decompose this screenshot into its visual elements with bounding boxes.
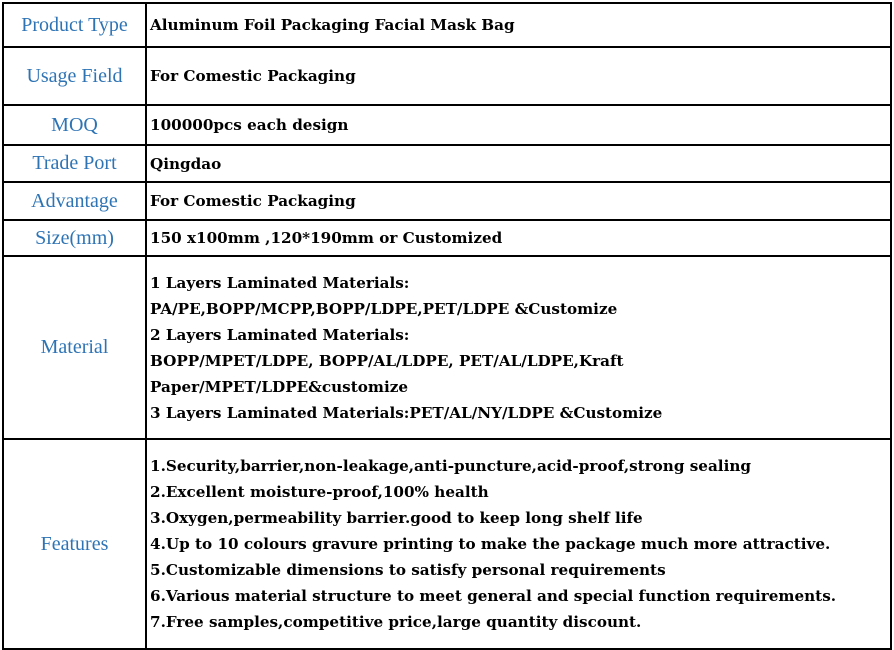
feature-line: 7.Free samples,competitive price,large quantity discount. bbox=[150, 613, 642, 631]
spec-row-moq bbox=[3, 105, 891, 145]
material-value bbox=[146, 256, 891, 439]
spec-row-advantage bbox=[3, 182, 891, 220]
feature-line: 6.Various material structure to meet general and special function requirements. bbox=[150, 587, 837, 605]
spec-row-trade-port bbox=[3, 145, 891, 182]
spec-value: Aluminum Foil Packaging Facial Mask Bag bbox=[146, 3, 891, 47]
spec-row-features bbox=[3, 439, 891, 649]
product-spec-table bbox=[2, 2, 892, 650]
material-line: BOPP/MPET/LDPE, BOPP/AL/LDPE, PET/AL/LDPE,Kraft bbox=[150, 351, 624, 370]
spec-key: Size(mm) bbox=[3, 220, 146, 256]
spec-key: Trade Port bbox=[3, 145, 146, 182]
spec-key: Features bbox=[3, 439, 146, 649]
spec-value: For Comestic Packaging bbox=[146, 47, 891, 105]
material-line: 3 Layers Laminated Materials:PET/AL/NY/LDPE &Customize bbox=[150, 403, 663, 422]
feature-line: 1.Security,barrier,non-leakage,anti-puncture,acid-proof,strong sealing bbox=[150, 457, 752, 475]
material-line: Paper/MPET/LDPE&customize bbox=[150, 377, 409, 396]
spec-value: Qingdao bbox=[146, 145, 891, 182]
spec-key: Material bbox=[3, 256, 146, 439]
spec-key: Usage Field bbox=[3, 47, 146, 105]
spec-value: For Comestic Packaging bbox=[146, 182, 891, 220]
spec-key: Advantage bbox=[3, 182, 146, 220]
spec-value: 100000pcs each design bbox=[146, 105, 891, 145]
feature-line: 2.Excellent moisture-proof,100% health bbox=[150, 483, 489, 501]
spec-row-material bbox=[3, 256, 891, 439]
feature-line: 4.Up to 10 colours gravure printing to make the package much more attractive. bbox=[150, 535, 831, 553]
spec-value: 150 x100mm ,120*190mm or Customized bbox=[146, 220, 891, 256]
features-value bbox=[146, 439, 891, 649]
material-line: 1 Layers Laminated Materials: bbox=[150, 273, 410, 292]
feature-line: 5.Customizable dimensions to satisfy personal requirements bbox=[150, 561, 666, 579]
spec-row-product-type bbox=[3, 3, 891, 47]
feature-line: 3.Oxygen,permeability barrier.good to keep long shelf life bbox=[150, 509, 643, 527]
spec-key: Product Type bbox=[3, 3, 146, 47]
spec-key: MOQ bbox=[3, 105, 146, 145]
spec-row-usage-field bbox=[3, 47, 891, 105]
material-line: 2 Layers Laminated Materials: bbox=[150, 325, 410, 344]
spec-row-size bbox=[3, 220, 891, 256]
material-line: PA/PE,BOPP/MCPP,BOPP/LDPE,PET/LDPE &Customize bbox=[150, 299, 618, 318]
